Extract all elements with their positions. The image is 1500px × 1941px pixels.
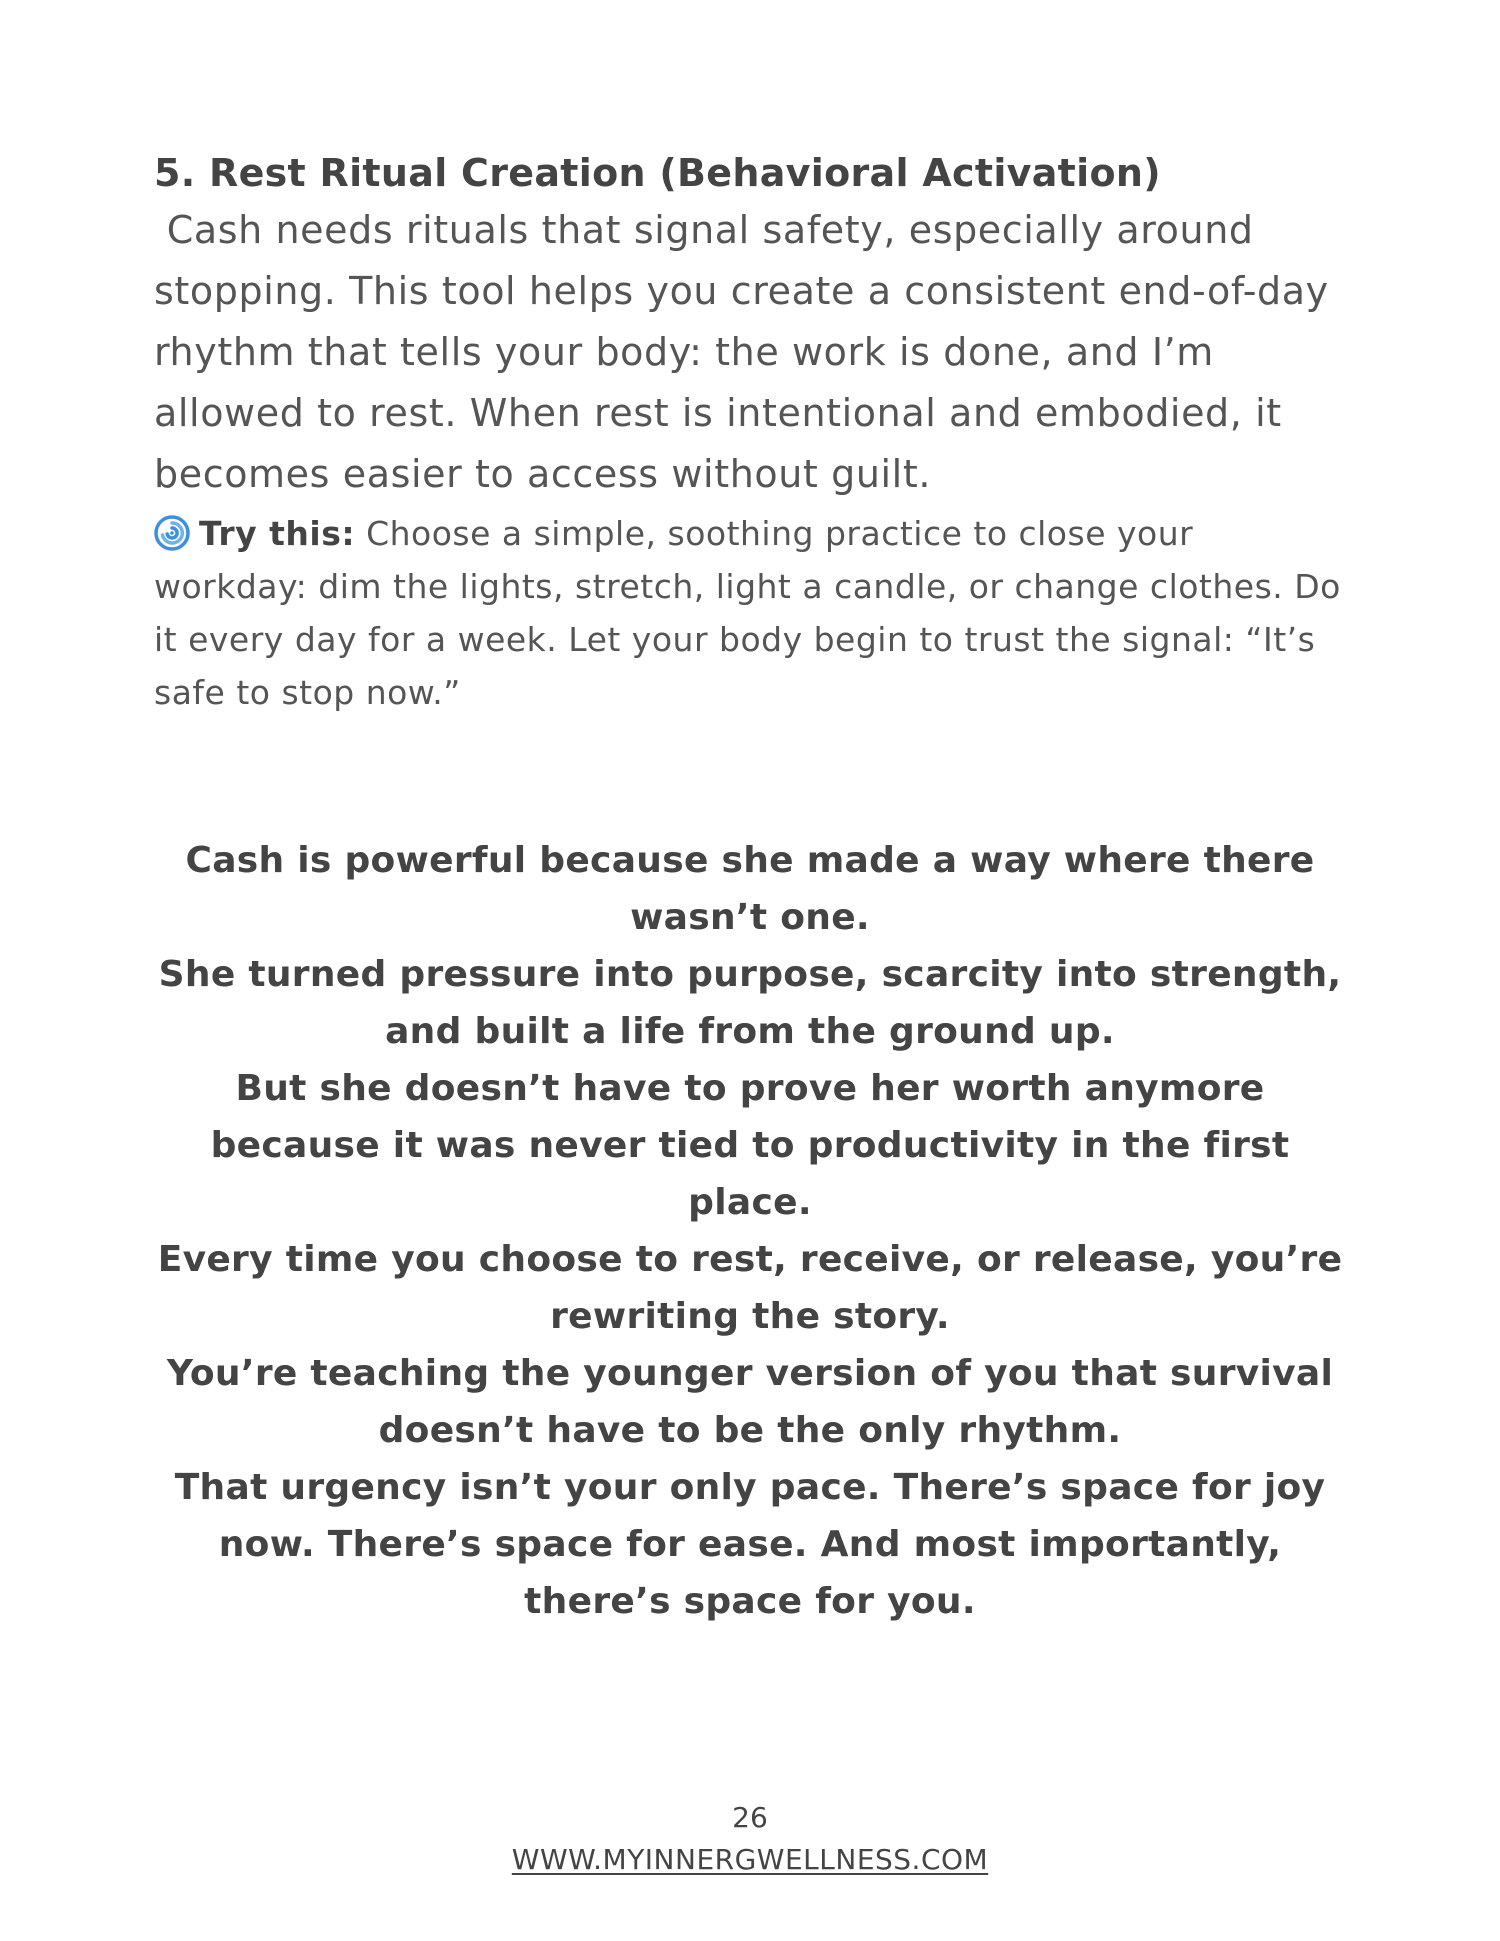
closing-line: Every time you choose to rest, receive, or release, you’re rewriting the story. — [157, 1239, 1343, 1337]
rest-ritual-section — [154, 146, 1354, 719]
closing-line: Cash is powerful because she made a way where there wasn’t one. — [185, 840, 1315, 938]
section-heading: 5. Rest Ritual Creation (Behavioral Activation) — [154, 151, 1161, 195]
website-link[interactable]: WWW.MYINNERGWELLNESS.COM — [511, 1843, 989, 1876]
closing-line: You’re teaching the younger version of you that survival doesn’t have to be the only rhythm. — [166, 1353, 1334, 1451]
closing-line: She turned pressure into purpose, scarcity into strength, and built a life from the ground up. — [158, 954, 1342, 1052]
closing-line: But she doesn’t have to prove her worth anymore because it was never tied to productivity in the first place. — [210, 1068, 1290, 1223]
page-number: 26 — [732, 1801, 768, 1834]
footer — [0, 1842, 1500, 1878]
try-this-label: Try this: — [199, 514, 356, 553]
closing-message — [150, 832, 1350, 1630]
cyclone-icon — [154, 513, 190, 549]
section-intro: Cash needs rituals that signal safety, especially around stopping. This tool helps you create a consistent end-of-day rhythm that tells your body: the work is done, and I’m allowed to rest. When rest is intentional and embodied, it becomes easier to access without guilt. — [154, 208, 1342, 496]
closing-line: That urgency isn’t your only pace. There’s space for joy now. There’s space for ease. And most importantly, there’s space for you. — [174, 1467, 1326, 1622]
try-this-paragraph — [154, 507, 1354, 719]
try-this-text: Choose a simple, soothing practice to close your workday: dim the lights, stretch, light a candle, or change clothes. Do it every day for a week. Let your body begin to trust the signal: “It’s safe to stop now.” — [154, 514, 1341, 712]
